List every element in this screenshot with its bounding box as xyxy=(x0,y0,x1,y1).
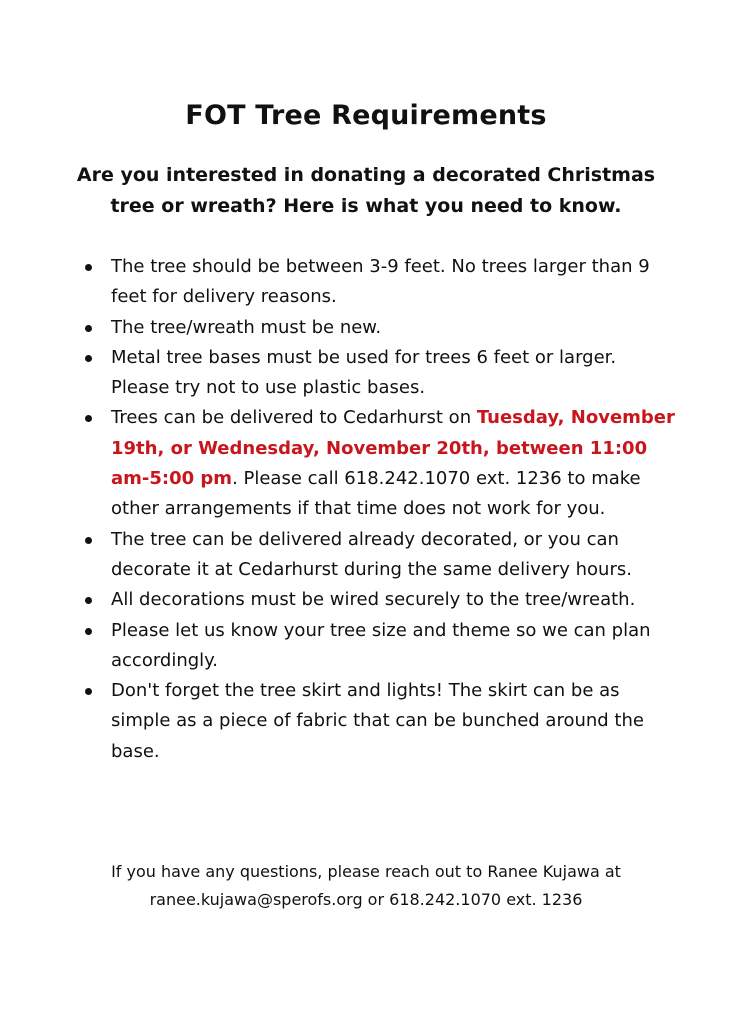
bullet-icon xyxy=(85,688,92,695)
requirement-text: Don't forget the tree skirt and lights! The skirt can be as simple as a piece of fabric that can be bunched around the base. xyxy=(111,680,644,762)
requirement-text: Please let us know your tree size and theme so we can plan accordingly. xyxy=(111,619,651,671)
list-item xyxy=(80,313,680,343)
page-subtitle: Are you interested in donating a decorated Christmas tree or wreath? Here is what you need to know. xyxy=(76,164,656,217)
bullet-icon xyxy=(85,415,92,422)
bullet-icon xyxy=(85,325,92,332)
list-item xyxy=(80,525,680,586)
requirement-text: . Please call 618.242.1070 ext. 1236 to make other arrangements if that time does not work for you. xyxy=(111,468,641,520)
list-item xyxy=(80,585,680,615)
requirements-list xyxy=(80,252,680,767)
list-item xyxy=(80,252,680,313)
page-title: FOT Tree Requirements xyxy=(185,100,547,131)
requirement-text: Trees can be delivered to Cedarhurst on xyxy=(111,407,477,429)
requirement-text: The tree/wreath must be new. xyxy=(111,316,382,338)
list-item xyxy=(80,616,680,677)
list-item xyxy=(80,676,680,767)
bullet-icon xyxy=(85,628,92,635)
contact-line: If you have any questions, please reach out to Ranee Kujawa at xyxy=(111,862,621,881)
bullet-icon xyxy=(85,355,92,362)
contact-footer xyxy=(40,858,692,914)
delivery-dates-highlight: Tuesday, November 19th, or Wednesday, November 20th, between 11:00 am-5:00 pm xyxy=(111,407,675,490)
bullet-icon xyxy=(85,537,92,544)
bullet-icon xyxy=(85,597,92,604)
requirement-text: The tree can be delivered already decorated, or you can decorate it at Cedarhurst during the same delivery hours. xyxy=(111,528,632,580)
requirement-text: Metal tree bases must be used for trees 6 feet or larger. Please try not to use plastic bases. xyxy=(111,346,617,399)
requirement-text: The tree should be between 3-9 feet. No trees larger than 9 feet for delivery reasons. xyxy=(111,256,650,308)
contact-details: ranee.kujawa@sperofs.org or 618.242.1070 ext. 1236 xyxy=(149,890,583,909)
requirement-text: All decorations must be wired securely to the tree/wreath. xyxy=(111,589,636,611)
list-item xyxy=(80,403,680,524)
list-item xyxy=(80,343,680,404)
bullet-icon xyxy=(85,264,92,271)
